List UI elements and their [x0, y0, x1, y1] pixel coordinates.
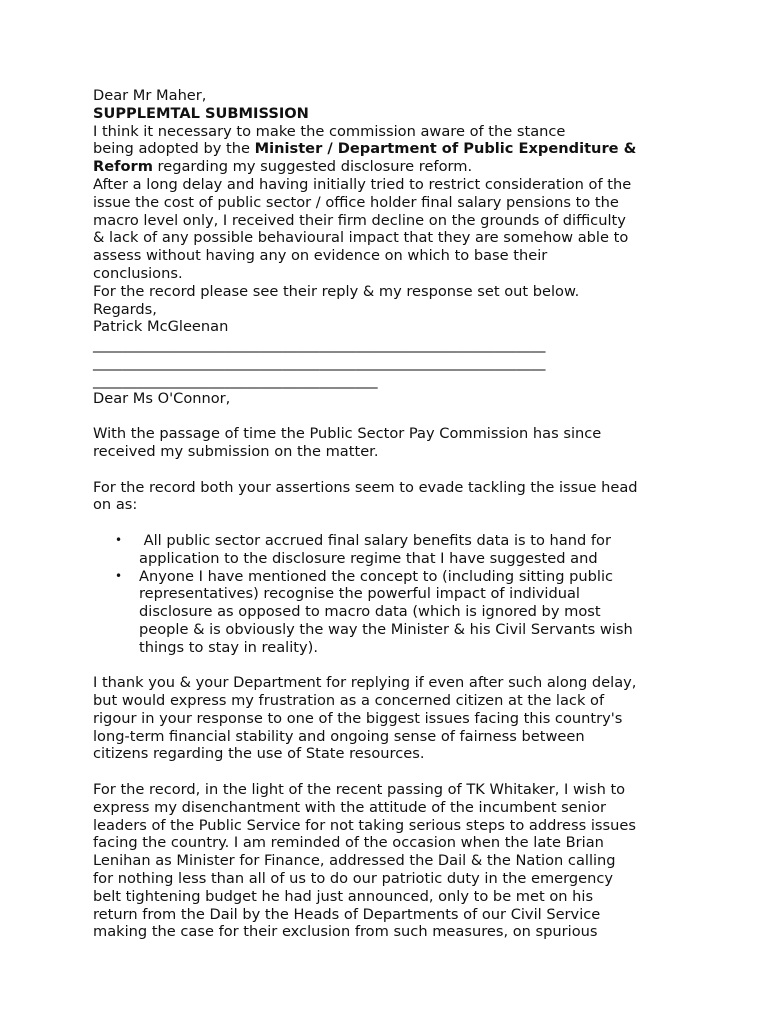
text-line: long-term financial stability and ongoing sense of fairness between	[93, 727, 585, 745]
text-line: & lack of any possible behavioural impact that they are somehow able to	[93, 229, 629, 247]
text-line: citizens regarding the use of State resources.	[93, 745, 425, 763]
text-line: on as:	[93, 496, 138, 514]
text-line: disclosure as opposed to macro data (which is ignored by most	[139, 603, 601, 621]
spacer	[93, 407, 693, 425]
text-line: I thank you & your Department for replying if even after such along delay,	[93, 674, 637, 692]
salutation-oconnor: Dear Ms O'Connor,	[93, 389, 231, 407]
text-line: for nothing less than all of us to do our patriotic duty in the emergency	[93, 870, 614, 888]
paragraph-passage-of-time	[93, 425, 693, 461]
text-line: For the record both your assertions seem to evade tackling the issue head	[93, 478, 638, 496]
text-line: things to stay in reality).	[139, 638, 318, 656]
bullet-list	[93, 532, 693, 657]
text-line: return from the Dail by the Heads of Departments of our Civil Service	[93, 905, 601, 923]
text-line: Anyone I have mentioned the concept to (including sitting public	[139, 567, 614, 585]
intro-paragraph	[93, 123, 693, 337]
text-line: express my disenchantment with the attitude of the incumbent senior	[93, 798, 606, 816]
list-item	[93, 532, 693, 568]
text-line: conclusions.	[93, 264, 183, 282]
spacer	[93, 514, 693, 532]
bullet-icon: •	[115, 568, 123, 583]
text-line: making the case for their exclusion from such measures, on spurious	[93, 923, 598, 941]
text-line: being adopted by the Minister / Department of Public Expenditure &	[93, 140, 637, 158]
text-line: I think it necessary to make the commission aware of the stance	[93, 122, 566, 140]
rule-line: ______________________________________________________________	[93, 353, 546, 371]
paragraph-assertions	[93, 479, 693, 515]
text-line: With the passage of time the Public Sector Pay Commission has since	[93, 425, 602, 443]
text-line: people & is obviously the way the Minister & his Civil Servants wish	[139, 620, 633, 638]
rule-line: ______________________________________________________________	[93, 336, 546, 354]
text-line: application to the disclosure regime that I have suggested and	[139, 549, 598, 567]
text-line: received my submission on the matter.	[93, 442, 379, 460]
text-line: After a long delay and having initially tried to restrict consideration of the	[93, 175, 632, 193]
text-line: representatives) recognise the powerful impact of individual	[139, 585, 580, 603]
rule-line: _______________________________________	[93, 371, 378, 389]
spacer	[93, 461, 693, 479]
letter-body	[93, 87, 693, 941]
text-line: Reform regarding my suggested disclosure reform.	[93, 158, 473, 176]
salutation-maher: Dear Mr Maher,	[93, 87, 207, 104]
spacer	[93, 763, 693, 781]
text-line: issue the cost of public sector / office holder final salary pensions to the	[93, 193, 619, 211]
text-line: Lenihan as Minister for Finance, addressed the Dail & the Nation calling	[93, 852, 616, 870]
paragraph-whitaker	[93, 781, 693, 941]
text-line: facing the country. I am reminded of the occasion when the late Brian	[93, 834, 604, 852]
text-line: For the record please see their reply & my response set out below.	[93, 282, 580, 300]
text-line: but would express my frustration as a concerned citizen at the lack of	[93, 692, 605, 710]
sign-off: Regards,	[93, 300, 157, 318]
text-line: rigour in your response to one of the biggest issues facing this country's	[93, 709, 623, 727]
bullet-icon: •	[115, 532, 123, 547]
list-item	[93, 568, 693, 657]
text-line: assess without having any on evidence on which to base their	[93, 247, 548, 265]
spacer	[93, 657, 693, 675]
text-line: macro level only, I received their firm decline on the grounds of difficulty	[93, 211, 626, 229]
separator-rule	[93, 336, 693, 389]
text-line: belt tightening budget he had just announced, only to be met on his	[93, 887, 594, 905]
submission-heading: SUPPLEMTAL SUBMISSION	[93, 104, 309, 122]
text-line: leaders of the Public Service for not taking serious steps to address issues	[93, 816, 636, 834]
signature-name: Patrick McGleenan	[93, 318, 229, 336]
text-line: All public sector accrued final salary benefits data is to hand for	[139, 531, 611, 549]
paragraph-thanks	[93, 674, 693, 763]
text-line: For the record, in the light of the recent passing of TK Whitaker, I wish to	[93, 781, 626, 799]
